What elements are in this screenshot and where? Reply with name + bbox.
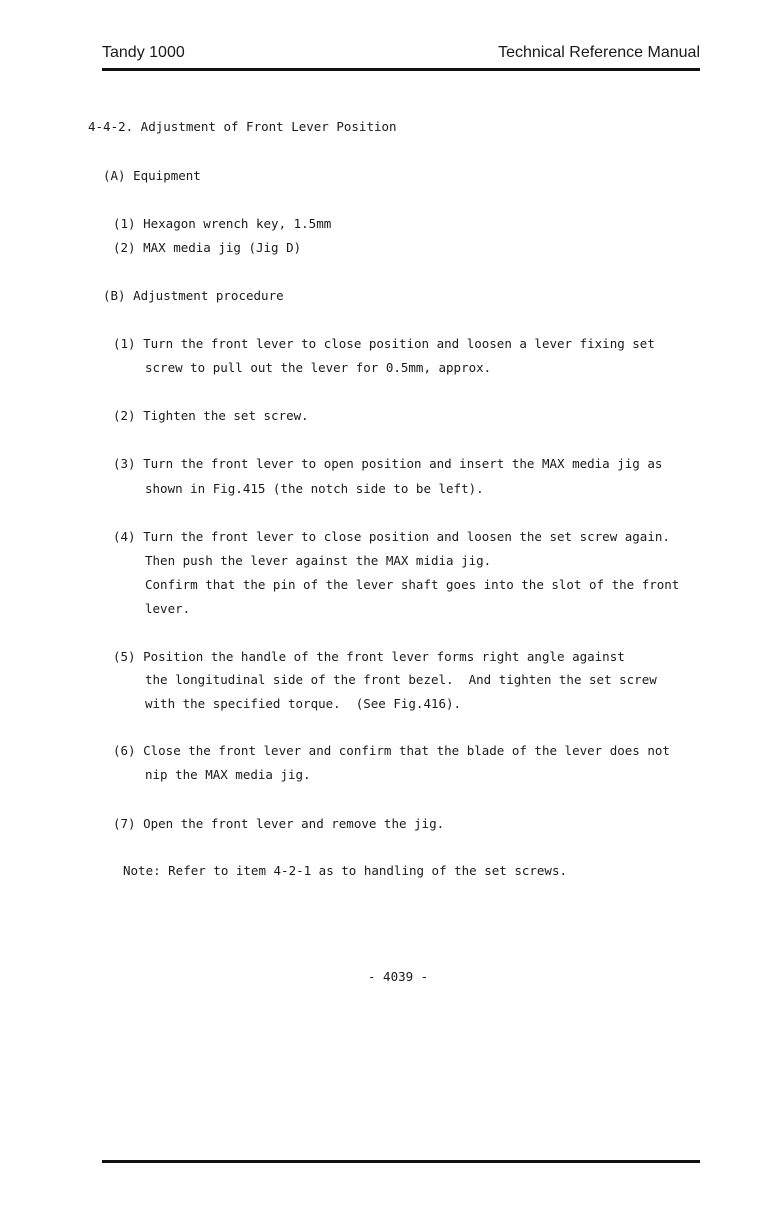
procedure-step-4-cont: Confirm that the pin of the lever shaft goes into the slot of the front — [145, 577, 680, 592]
procedure-step-4-cont: Then push the lever against the MAX midia jig. — [145, 553, 492, 568]
note: Note: Refer to item 4-2-1 as to handling of the set screws. — [123, 863, 568, 878]
header-rule — [102, 68, 700, 71]
procedure-step-6: (6) Close the front lever and confirm that the blade of the lever does not — [113, 743, 670, 758]
procedure-step-3-cont: shown in Fig.415 (the notch side to be left). — [145, 481, 484, 496]
procedure-step-5-cont: with the specified torque. (See Fig.416). — [145, 696, 462, 711]
procedure-heading: (B) Adjustment procedure — [103, 288, 284, 303]
header-product: Tandy 1000 — [102, 44, 185, 61]
procedure-step-5-cont: the longitudinal side of the front bezel. And tighten the set screw — [145, 672, 657, 687]
page-header — [102, 44, 700, 68]
procedure-step-2: (2) Tighten the set screw. — [113, 408, 309, 423]
procedure-step-1: (1) Turn the front lever to close position and loosen a lever fixing set — [113, 336, 655, 351]
page-number: - 4039 - — [368, 969, 429, 984]
procedure-step-4-cont: lever. — [145, 601, 191, 616]
header-manual-title: Technical Reference Manual — [498, 44, 700, 61]
section-title: 4-4-2. Adjustment of Front Lever Position — [88, 119, 397, 134]
procedure-step-3: (3) Turn the front lever to open position and insert the MAX media jig as — [113, 456, 663, 471]
procedure-step-6-cont: nip the MAX media jig. — [145, 767, 311, 782]
procedure-step-4: (4) Turn the front lever to close position and loosen the set screw again. — [113, 529, 670, 544]
procedure-step-1-cont: screw to pull out the lever for 0.5mm, approx. — [145, 360, 492, 375]
procedure-step-7: (7) Open the front lever and remove the jig. — [113, 816, 445, 831]
footer-rule — [102, 1160, 700, 1163]
equipment-heading: (A) Equipment — [103, 168, 201, 183]
procedure-step-5: (5) Position the handle of the front lever forms right angle against — [113, 649, 625, 664]
equipment-item: (1) Hexagon wrench key, 1.5mm — [113, 216, 332, 231]
equipment-item: (2) MAX media jig (Jig D) — [113, 240, 302, 255]
